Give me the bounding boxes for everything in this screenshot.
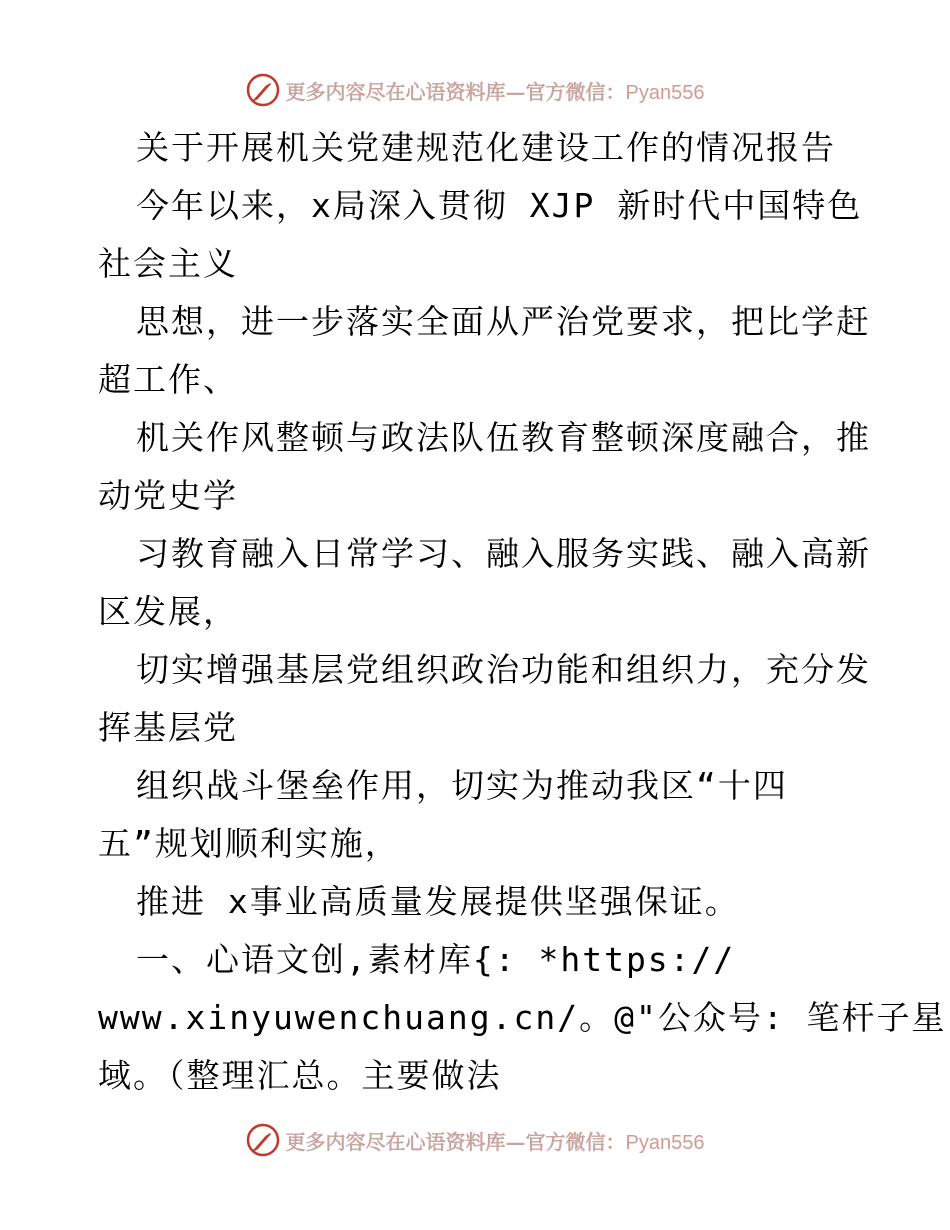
paragraph-line: 组织战斗堡垒作用，切实为推动我区“十四 bbox=[136, 766, 788, 805]
header-watermark-banner bbox=[0, 70, 950, 110]
doc-title: 关于开展机关党建规范化建设工作的情况报告 bbox=[136, 128, 836, 167]
paragraph-line: 社会主义 bbox=[98, 244, 238, 283]
footer-wechat-id: Pyan556 bbox=[625, 1131, 705, 1154]
paragraph-line: 习教育融入日常学习、融入服务实践、融入高新 bbox=[136, 534, 871, 573]
paragraph-line: 切实增强基层党组织政治功能和组织力，充分发 bbox=[136, 650, 871, 689]
paragraph-line: 区发展， bbox=[98, 592, 238, 631]
feather-pen-logo-icon bbox=[246, 73, 280, 107]
footer-watermark-main: 更多内容尽在心语资料库—官方微信： bbox=[285, 1129, 626, 1154]
paragraph-line: 今年以来，x局深入贯彻 XJP 新时代中国特色 bbox=[136, 186, 863, 225]
footer-watermark-banner bbox=[0, 1120, 950, 1160]
paragraph-line: 超工作、 bbox=[98, 360, 238, 399]
section-heading-line: 一、心语文创,素材库{: *https:// bbox=[136, 940, 736, 979]
paragraph-line: 推进 x事业高质量发展提供坚强保证。 bbox=[136, 882, 740, 921]
paragraph-line: 动党史学 bbox=[98, 476, 238, 515]
header-watermark-main: 更多内容尽在心语资料库—官方微信： bbox=[285, 79, 626, 104]
paragraph-line: 机关作风整顿与政法队伍教育整顿深度融合，推 bbox=[136, 418, 871, 457]
header-wechat-id: Pyan556 bbox=[625, 81, 705, 104]
header-watermark-text bbox=[286, 76, 705, 105]
paragraph-line: 域。（整理汇总。主要做法 bbox=[98, 1056, 502, 1095]
paragraph-line: 五”规划顺利实施， bbox=[98, 824, 400, 863]
paragraph-line: 挥基层党 bbox=[98, 708, 238, 747]
paragraph-line: 思想，进一步落实全面从严治党要求，把比学赶 bbox=[136, 302, 871, 341]
paragraph-line: www.xinyuwenchuang.cn/。@"公众号: 笔杆子星 bbox=[98, 998, 947, 1037]
feather-pen-logo-icon bbox=[246, 1123, 280, 1157]
footer-watermark-text bbox=[286, 1126, 705, 1155]
